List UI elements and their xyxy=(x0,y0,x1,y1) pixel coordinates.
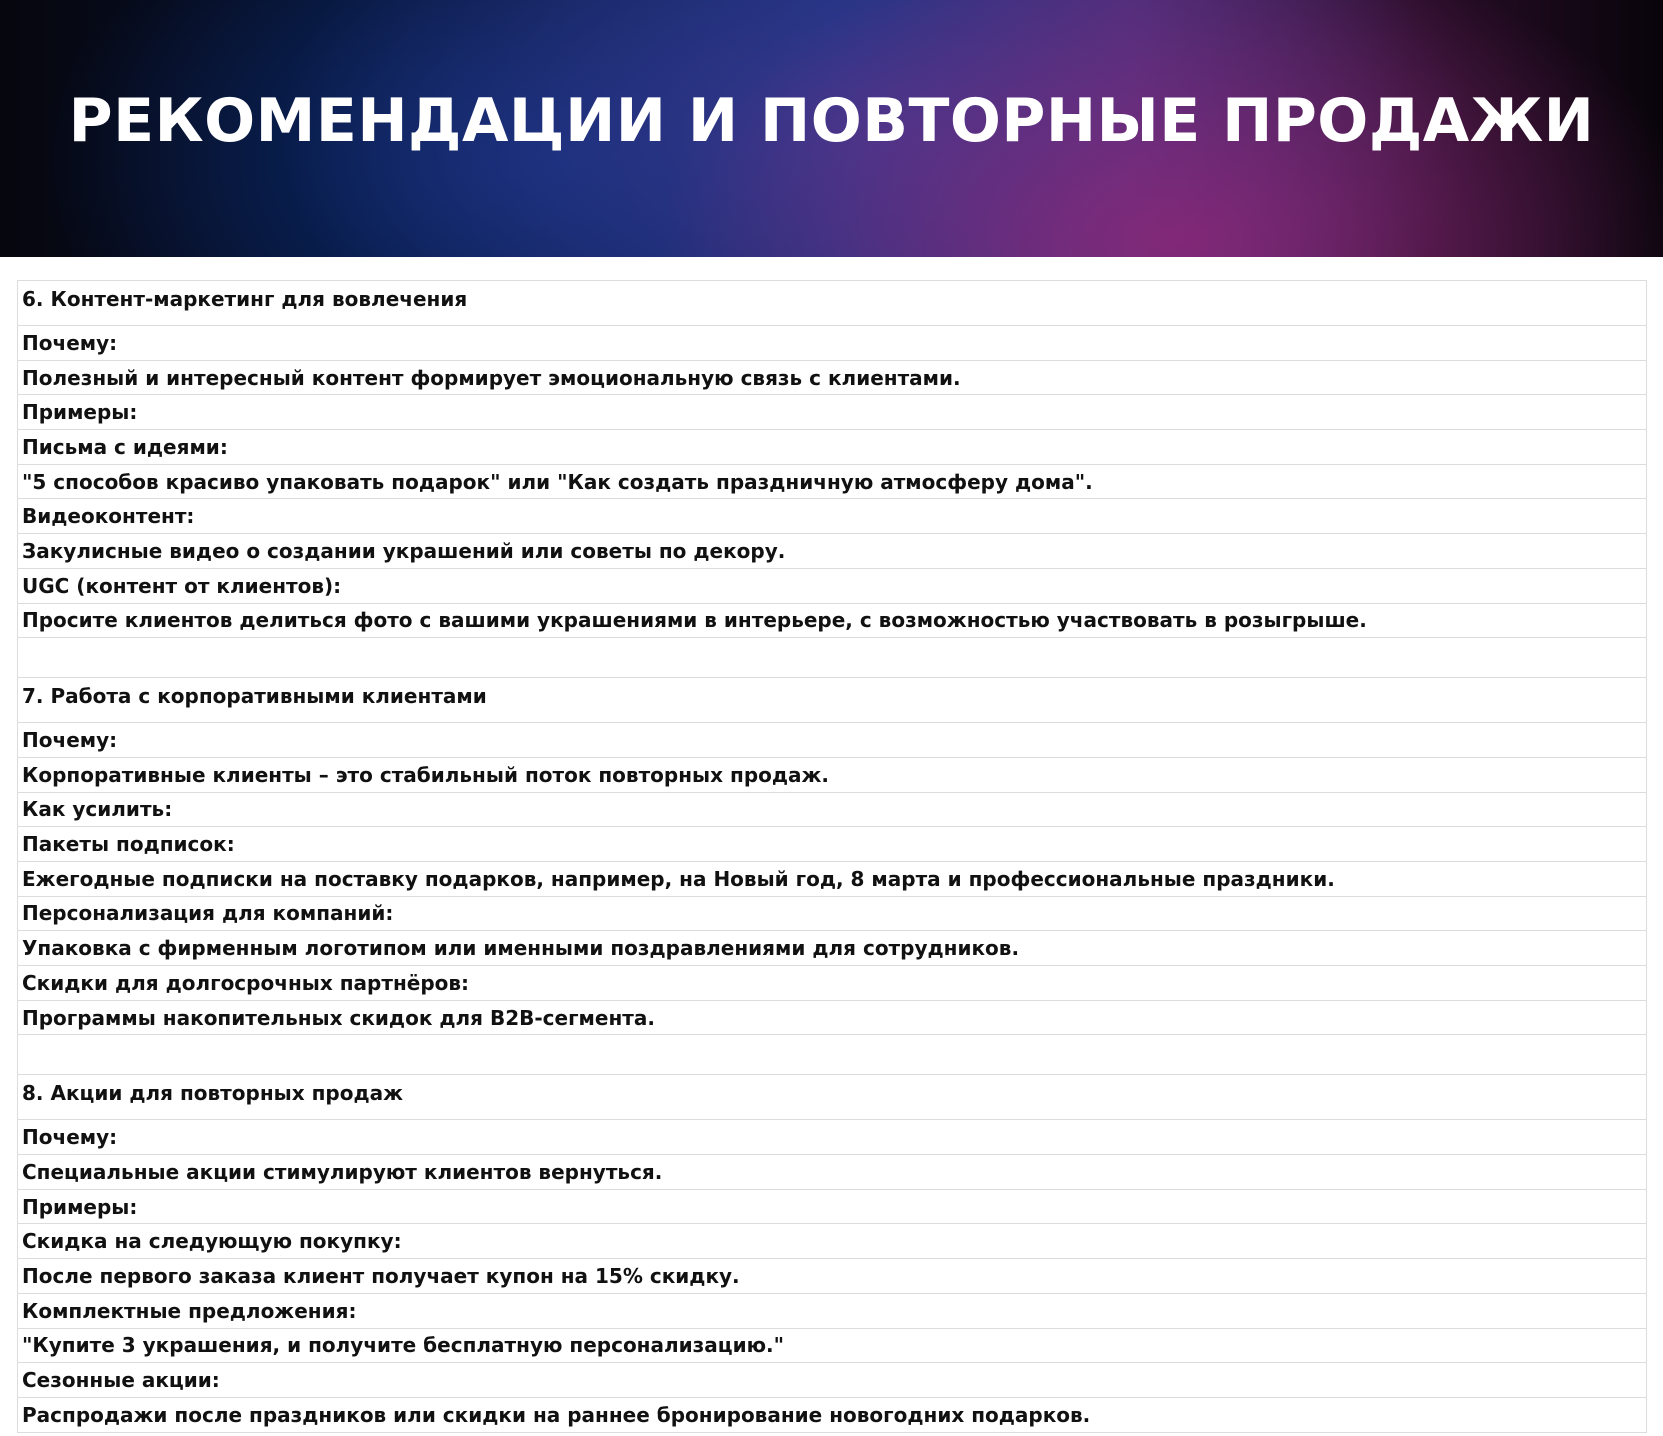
table-row: Видеоконтент: xyxy=(18,499,1646,534)
table-row: Почему: xyxy=(18,1120,1646,1155)
content-table xyxy=(17,280,1647,1433)
blank-row xyxy=(18,638,1646,678)
table-row: Программы накопительных скидок для B2B-сегмента. xyxy=(18,1001,1646,1036)
blank-row xyxy=(18,1035,1646,1075)
table-row: Упаковка с фирменным логотипом или именными поздравлениями для сотрудников. xyxy=(18,931,1646,966)
table-row: Корпоративные клиенты – это стабильный поток повторных продаж. xyxy=(18,758,1646,793)
table-row: Скидка на следующую покупку: xyxy=(18,1224,1646,1259)
table-row: Закулисные видео о создании украшений или советы по декору. xyxy=(18,534,1646,569)
table-row: Полезный и интересный контент формирует эмоциональную связь с клиентами. xyxy=(18,361,1646,396)
page-title: РЕКОМЕНДАЦИИ И ПОВТОРНЫЕ ПРОДАЖИ xyxy=(68,85,1595,156)
table-row: Ежегодные подписки на поставку подарков, например, на Новый год, 8 марта и профессиональные праздники. xyxy=(18,862,1646,897)
table-row: Письма с идеями: xyxy=(18,430,1646,465)
table-row: Скидки для долгосрочных партнёров: xyxy=(18,966,1646,1001)
table-row: Примеры: xyxy=(18,395,1646,430)
table-row: Почему: xyxy=(18,723,1646,758)
table-row: "Купите 3 украшения, и получите бесплатную персонализацию." xyxy=(18,1329,1646,1364)
table-row: Персонализация для компаний: xyxy=(18,897,1646,932)
table-row: После первого заказа клиент получает купон на 15% скидку. xyxy=(18,1259,1646,1294)
table-row: UGC (контент от клиентов): xyxy=(18,569,1646,604)
section-heading: 8. Акции для повторных продаж xyxy=(18,1075,1646,1120)
section-heading: 6. Контент-маркетинг для вовлечения xyxy=(18,281,1646,326)
table-row: Комплектные предложения: xyxy=(18,1294,1646,1329)
table-row: Примеры: xyxy=(18,1190,1646,1225)
table-row: Почему: xyxy=(18,326,1646,361)
table-row: Специальные акции стимулируют клиентов вернуться. xyxy=(18,1155,1646,1190)
table-row: Сезонные акции: xyxy=(18,1363,1646,1398)
table-row: "5 способов красиво упаковать подарок" или "Как создать праздничную атмосферу дома". xyxy=(18,465,1646,500)
table-row: Как усилить: xyxy=(18,793,1646,828)
table-row: Пакеты подписок: xyxy=(18,827,1646,862)
header-banner xyxy=(0,0,1663,257)
table-row: Распродажи после праздников или скидки на раннее бронирование новогодних подарков. xyxy=(18,1398,1646,1433)
section-heading: 7. Работа с корпоративными клиентами xyxy=(18,678,1646,723)
table-row: Просите клиентов делиться фото с вашими украшениями в интерьере, с возможностью участвовать в розыгрыше. xyxy=(18,604,1646,639)
